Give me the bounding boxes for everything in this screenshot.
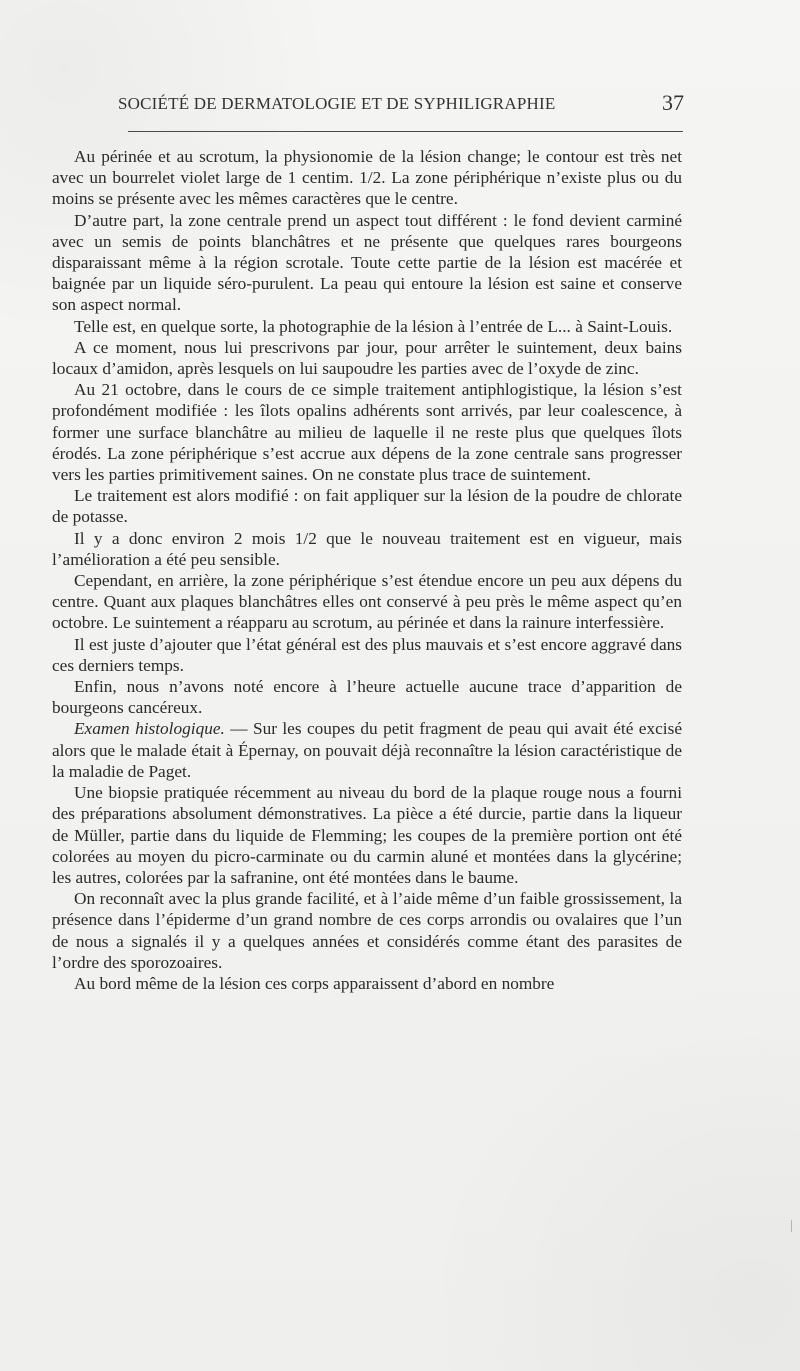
paragraph-8: Cependant, en arrière, la zone périphérique s’est étendue encore un peu aux dépens du centre. Quant aux plaques blanchâtres elles ont conservé à peu près le même aspect qu’en octobre. Le suintement a réapparu au scrotum, au périnée et dans la rainure interfessière. bbox=[52, 571, 682, 633]
exam-paragraph bbox=[52, 718, 682, 782]
paragraph-13: On reconnaît avec la plus grande facilité, et à l’aide même d’un faible grossissement, la présence dans l’épiderme d’un grand nombre de ces corps arrondis ou ovalaires que l’un de nous a signalés il y a quelques années et considérés comme étant des parasites de l’ordre des sporozoaires. bbox=[52, 889, 682, 972]
paragraph-7: Il y a donc environ 2 mois 1/2 que le nouveau traitement est en vigueur, mais l’amélioration a été peu sensible. bbox=[52, 528, 682, 569]
paragraph-4: A ce moment, nous lui prescrivons par jour, pour arrêter le suintement, deux bains locaux d’amidon, après lesquels on lui saupoudre les parties avec de l’oxyde de zinc. bbox=[52, 337, 682, 379]
page-number: 37 bbox=[662, 90, 684, 115]
exam-heading: Examen histologique. bbox=[74, 719, 225, 739]
paragraph-3: Telle est, en quelque sorte, la photographie de la lésion à l’entrée de L... à Saint-Louis. bbox=[74, 316, 673, 336]
paragraph-5: Au 21 octobre, dans le cours de ce simple traitement antiphlogistique, la lésion s’est profondément modifiée : les îlots opalins adhérents sont arrivés, par leur coalescence, à former une surface blanchâtre au milieu de laquelle il ne reste plus que quelques îlots érodés. La zone périphérique s’est accrue aux dépens de la zone centrale sans progresser vers les parties primitivement saines. On ne constate plus trace de suintement. bbox=[52, 380, 682, 485]
paragraph-1: Au périnée et au scrotum, la physionomie de la lésion change; le contour est très net avec un bourrelet violet large de 1 centim. 1/2. La zone périphérique n’existe plus ou du moins se présente avec les mêmes caractères que le centre. bbox=[52, 147, 682, 209]
paragraph-6: Le traitement est alors modifié : on fait appliquer sur la lésion de la poudre de chlorate de potasse. bbox=[52, 486, 682, 527]
scan-mark bbox=[791, 1220, 792, 1232]
paragraph-9: Il est juste d’ajouter que l’état général est des plus mauvais et s’est encore aggravé dans ces derniers temps. bbox=[52, 634, 682, 675]
paragraph-2: D’autre part, la zone centrale prend un aspect tout différent : le fond devient carminé avec un semis de points blanchâtres et ne présente que quelques rares bourgeons disparaissant même à la région scrotale. Toute cette partie de la lésion est macérée et baignée par un liquide séro-purulent. La peau qui entoure la lésion est saine et conserve son aspect normal. bbox=[52, 210, 682, 315]
paragraph-10: Enfin, nous n’avons noté encore à l’heure actuelle aucune trace d’apparition de bourgeons cancéreux. bbox=[52, 677, 682, 718]
running-title: SOCIÉTÉ DE DERMATOLOGIE ET DE SYPHILIGRAPHIE bbox=[118, 94, 556, 113]
paragraph-14: Au bord même de la lésion ces corps apparaissent d’abord en nombre bbox=[74, 973, 555, 993]
page-header bbox=[118, 90, 684, 124]
paragraph-12: Une biopsie pratiquée récemment au niveau du bord de la plaque rouge nous a fourni des préparations absolument démonstratives. La pièce a été durcie, partie dans la liqueur de Müller, partie dans du liquide de Flemming; les coupes de la première portion ont été colorées au moyen du picro-carminate ou du carmin aluné et montées dans la glycérine; les autres, colorées par la safranine, ont été montées dans le baume. bbox=[52, 783, 682, 887]
body-text bbox=[52, 146, 682, 994]
exam-text: — Sur les coupes du petit fragment de peau qui avait été excisé alors que le malade était à Épernay, on pouvait déjà reconnaître la lésion caractéristique de la maladie de Paget. bbox=[52, 719, 682, 781]
header-rule bbox=[128, 131, 683, 132]
